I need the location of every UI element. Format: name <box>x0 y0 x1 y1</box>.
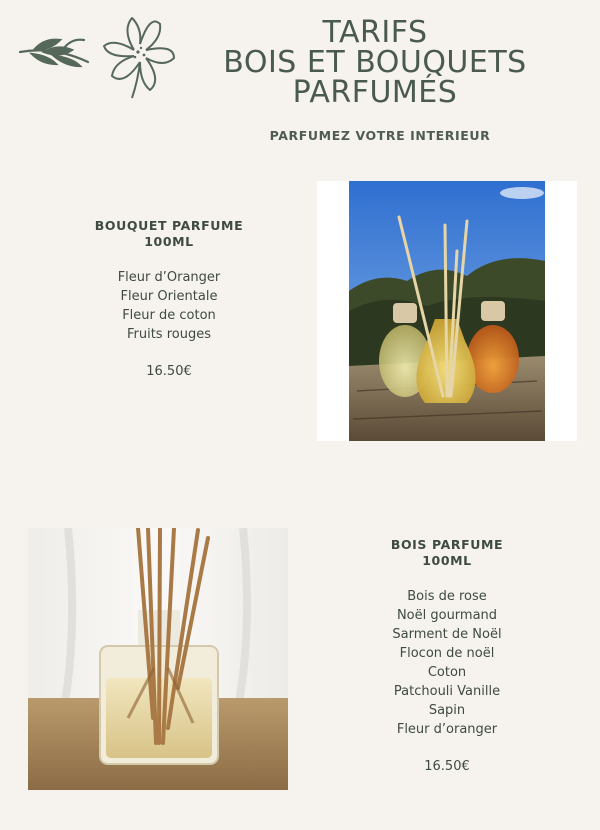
floral-logo-icon <box>14 10 184 102</box>
title-line: TARIFS <box>322 15 428 50</box>
product-name-line: BOUQUET PARFUME <box>94 218 244 233</box>
list-item: Coton <box>427 665 467 680</box>
bouquet-photo <box>317 181 577 441</box>
page-title <box>170 15 580 110</box>
list-item: Flocon de noël <box>399 646 495 661</box>
product-name <box>60 218 278 250</box>
list-item: Sarment de Noël <box>392 627 502 642</box>
product-size: 100ML <box>144 234 194 249</box>
list-item: Fruits rouges <box>126 327 211 342</box>
title-line: PARFUMÉS <box>292 75 458 110</box>
scent-list <box>60 268 278 344</box>
product-size: 100ML <box>422 553 472 568</box>
list-item: Fleur d’oranger <box>396 722 498 737</box>
page-subtitle: PARFUMEZ VOTRE INTERIEUR <box>269 128 491 143</box>
list-item: Noël gourmand <box>396 608 498 623</box>
product-bois <box>338 537 556 774</box>
list-item: Sapin <box>428 703 466 718</box>
product-price: 16.50€ <box>146 364 192 379</box>
product-name <box>338 537 556 569</box>
product-price: 16.50€ <box>424 759 470 774</box>
product-name-line: BOIS PARFUME <box>390 537 504 552</box>
list-item: Fleur de coton <box>122 308 216 323</box>
scent-list <box>338 587 556 739</box>
list-item: Fleur d’Oranger <box>117 270 221 285</box>
title-line: BOIS ET BOUQUETS <box>223 45 527 80</box>
bois-photo-image <box>28 528 288 790</box>
bois-photo <box>28 528 288 790</box>
bouquet-photo-image <box>317 181 577 441</box>
list-item: Patchouli Vanille <box>393 684 501 699</box>
product-bouquet <box>60 218 278 379</box>
header <box>0 0 600 150</box>
list-item: Bois de rose <box>407 589 487 604</box>
list-item: Fleur Orientale <box>120 289 218 304</box>
